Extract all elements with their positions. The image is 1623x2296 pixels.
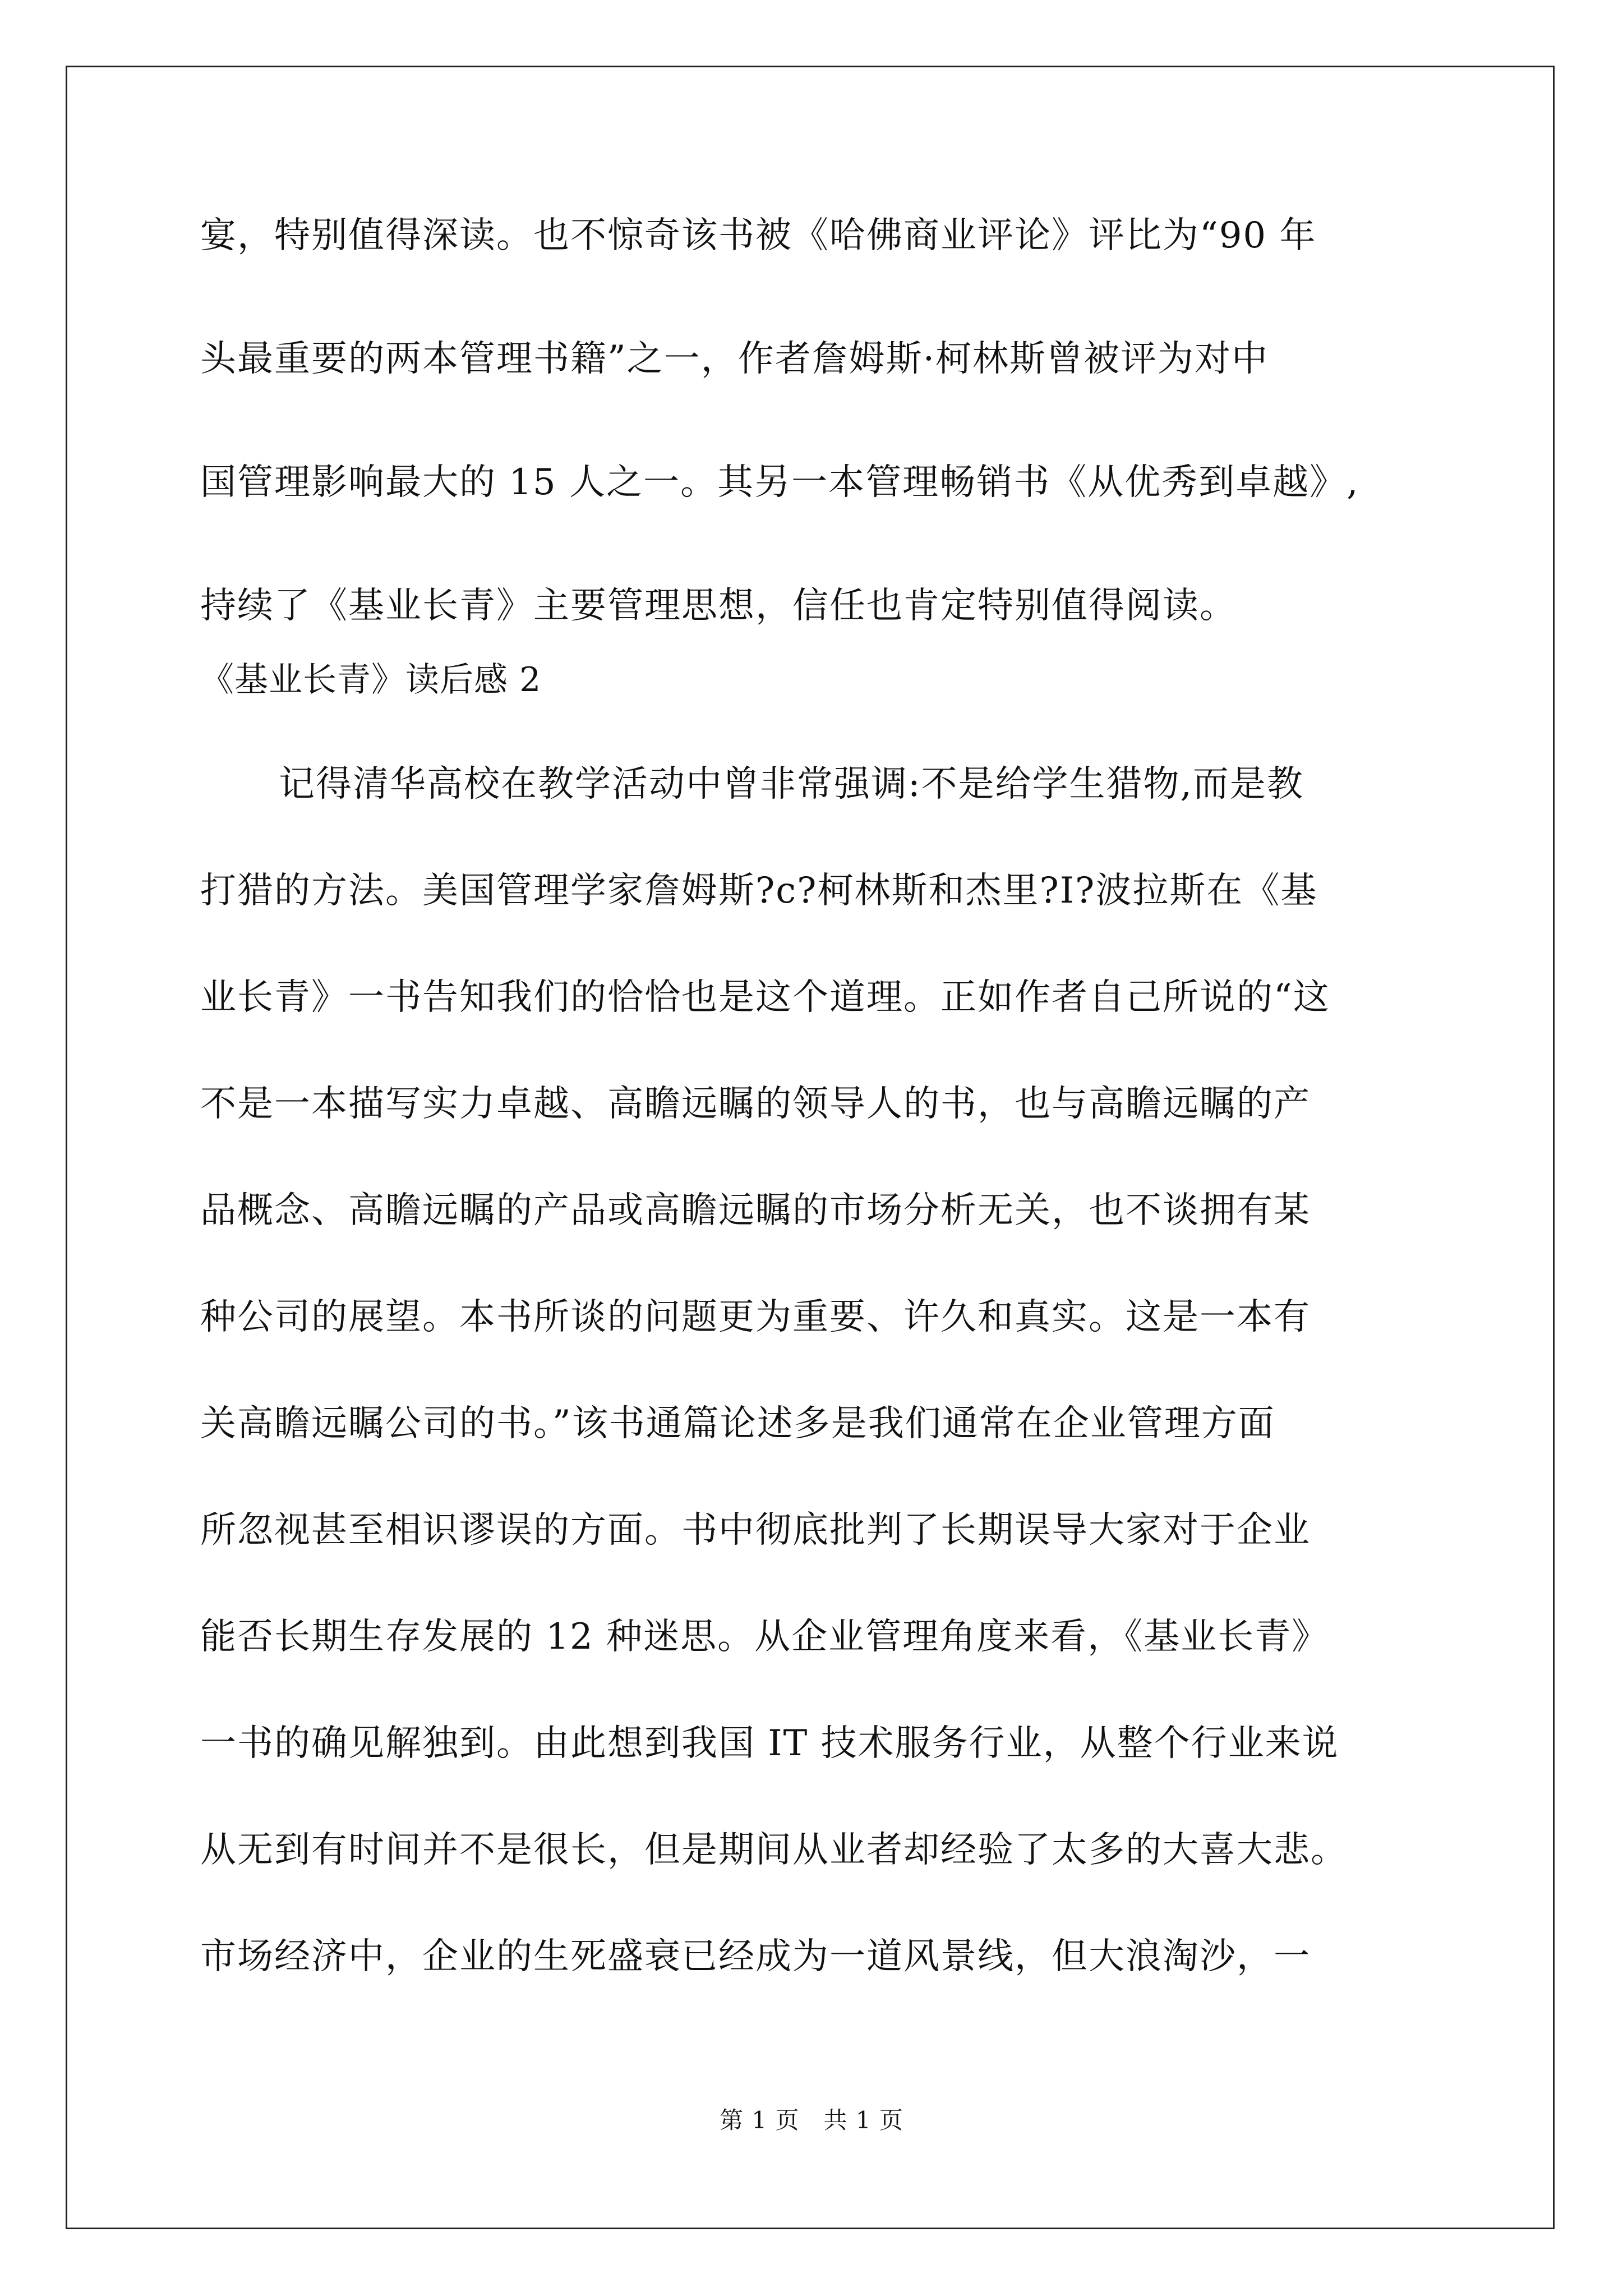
section-heading: 《基业长青》读后感 2 [200, 660, 542, 700]
paragraph-2-line-1: 记得清华高校在教学活动中曾非常强调:不是给学生猎物,而是教 [279, 763, 1304, 805]
paragraph-2-line-4: 不是一本描写实力卓越、高瞻远瞩的领导人的书，也与高瞻远瞩的产 [200, 1083, 1311, 1125]
paragraph-2-line-11: 从无到有时间并不是很长，但是期间从业者却经验了太多的大喜大悲。 [200, 1829, 1348, 1871]
paragraph-2-line-12: 市场经济中，企业的生死盛衰已经成为一道风景线，但大浪淘沙，一 [200, 1936, 1311, 1977]
paragraph-1-line-3: 国管理影响最大的 15 人之一。其另一本管理畅销书《从优秀到卓越》, [200, 462, 1359, 503]
paragraph-2-line-6: 种公司的展望。本书所谈的问题更为重要、许久和真实。这是一本有 [200, 1296, 1311, 1338]
paragraph-1-line-4: 持续了《基业长青》主要管理思想，信任也肯定特别值得阅读。 [200, 585, 1237, 627]
paragraph-2-line-7: 关高瞻远瞩公司的书。”该书通篇论述多是我们通常在企业管理方面 [200, 1403, 1275, 1444]
paragraph-1-line-1: 宴，特别值得深读。也不惊奇该书被《哈佛商业评论》评比为“90 年 [200, 215, 1317, 256]
page-border [66, 66, 1555, 2229]
paragraph-2-line-9: 能否长期生存发展的 12 种迷思。从企业管理角度来看，《基业长青》 [200, 1616, 1329, 1658]
paragraph-1-line-2: 头最重要的两本管理书籍”之一，作者詹姆斯·柯林斯曾被评为对中 [200, 338, 1269, 380]
paragraph-2-line-3: 业长青》一书告知我们的恰恰也是这个道理。正如作者自己所说的“这 [200, 977, 1330, 1018]
paragraph-2-line-8: 所忽视甚至相识谬误的方面。书中彻底批判了长期误导大家对于企业 [200, 1510, 1311, 1551]
paragraph-2-line-10: 一书的确见解独到。由此想到我国 IT 技术服务行业，从整个行业来说 [200, 1723, 1339, 1764]
page-footer: 第 1 页 共 1 页 [720, 2106, 903, 2134]
paragraph-2-line-2: 打猎的方法。美国管理学家詹姆斯?c?柯林斯和杰里?I?波拉斯在《基 [200, 870, 1318, 912]
paragraph-2-line-5: 品概念、高瞻远瞩的产品或高瞻远瞩的市场分析无关，也不谈拥有某 [200, 1190, 1311, 1231]
